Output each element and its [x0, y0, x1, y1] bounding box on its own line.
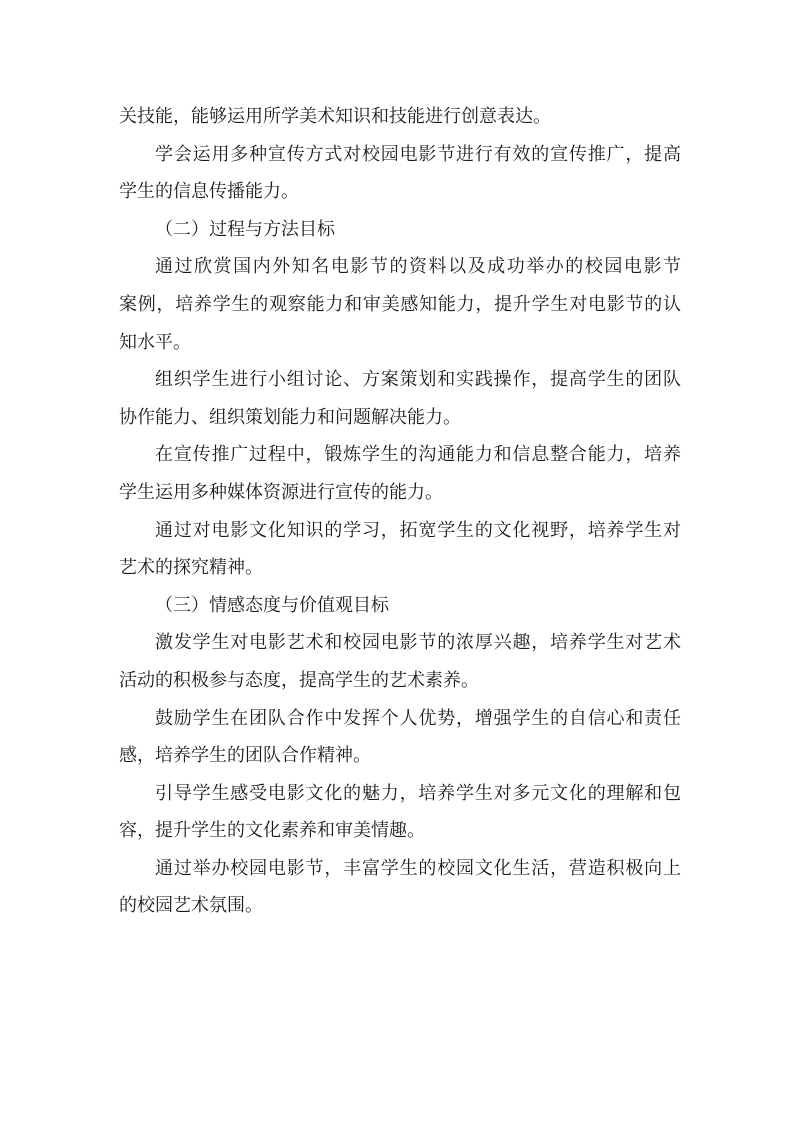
body-line: 通过对电影文化知识的学习，拓宽学生的文化视野，培养学生对: [155, 519, 681, 541]
section-heading: （三）情感态度与价值观目标: [155, 594, 389, 616]
body-line: 通过欣赏国内外知名电影节的资料以及成功举办的校园电影节: [155, 256, 681, 278]
body-line: 知水平。: [119, 331, 191, 353]
body-line: 鼓励学生在团队合作中发挥个人优势，增强学生的自信心和责任: [155, 707, 681, 729]
body-line: 学生的信息传播能力。: [119, 181, 299, 203]
body-line: 艺术的探究精神。: [119, 557, 263, 579]
body-line: 案例，培养学生的观察能力和审美感知能力，提升学生对电影节的认: [119, 293, 681, 315]
body-line: 的校园艺术氛围。: [119, 895, 263, 917]
body-line: 通过举办校园电影节，丰富学生的校园文化生活，营造积极向上: [155, 857, 681, 879]
body-line: 协作能力、组织策划能力和问题解决能力。: [119, 406, 461, 428]
section-heading: （二）过程与方法目标: [155, 218, 335, 240]
body-line: 关技能，能够运用所学美术知识和技能进行创意表达。: [119, 106, 551, 127]
body-line: 活动的积极参与态度，提高学生的艺术素养。: [119, 669, 479, 691]
body-line: 学会运用多种宣传方式对校园电影节进行有效的宣传推广，提高: [155, 143, 681, 165]
body-line: 容，提升学生的文化素养和审美情趣。: [119, 820, 425, 842]
body-line: 在宣传推广过程中，锻炼学生的沟通能力和信息整合能力，培养: [155, 444, 681, 466]
body-line: 感，培养学生的团队合作精神。: [119, 745, 371, 767]
body-line: 激发学生对电影艺术和校园电影节的浓厚兴趣，培养学生对艺术: [155, 632, 681, 654]
body-line: 引导学生感受电影文化的魅力，培养学生对多元文化的理解和包: [155, 782, 681, 804]
body-line: 学生运用多种媒体资源进行宣传的能力。: [119, 481, 443, 503]
body-line: 组织学生进行小组讨论、方案策划和实践操作，提高学生的团队: [155, 369, 681, 391]
document-body: [119, 98, 681, 925]
